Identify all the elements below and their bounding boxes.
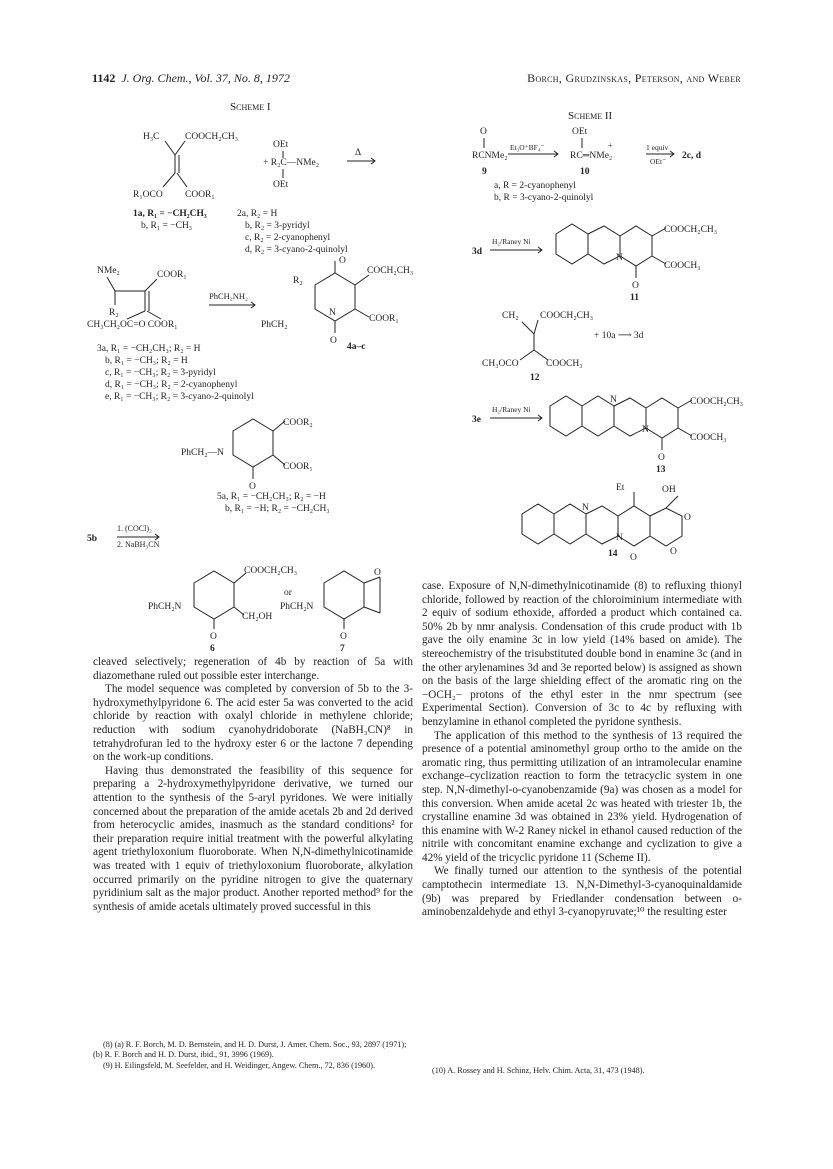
svg-text:O: O [339, 256, 346, 266]
label-11: 11 [630, 293, 639, 303]
svg-text:COOCH₂CH₃: COOCH₂CH₃ [185, 132, 239, 142]
svg-text:COOR₁: COOR₁ [157, 270, 187, 280]
compound-1-structure [163, 141, 187, 187]
svg-text:N: N [642, 425, 649, 435]
svg-text:COOCH₂CH₃: COOCH₂CH₃ [540, 311, 594, 321]
cmpd2-label-0: 2a, R₂ = H [237, 209, 278, 219]
cmpd4-label: 4a–c [347, 342, 366, 352]
scheme2-structures [470, 122, 770, 562]
page-header-authors: Borch, Grudzinskas, Peterson, and Weber [527, 71, 741, 85]
footnote-8: (8) (a) R. F. Borch, M. D. Bernstein, and H. D. Durst, J. Amer. Chem. Soc., 93, 2897 (1971); (b) R. F. Borch and H. D. Durst, ibid., 91, 3996 (1969). [93, 1040, 407, 1059]
svg-text:O: O [480, 127, 487, 137]
svg-text:+: + [608, 141, 613, 150]
label-13: 13 [656, 465, 666, 475]
cmpd3-label-0: 3a, R₁ = −CH₂CH₃; R₂ = H [97, 344, 201, 354]
scheme1-title: Scheme I [230, 101, 271, 113]
svg-text:R₁OCO: R₁OCO [133, 190, 163, 200]
page-header-left [92, 71, 290, 86]
svg-text:RCNMe₂: RCNMe₂ [472, 151, 508, 161]
label-5b: 5b [87, 534, 98, 544]
cmpd3-label-4: e, R₁ = −CH₃; R₂ = 3-cyano-2-quinolyl [105, 392, 254, 402]
reagent-5b-2: 2. NaBH₃CN [117, 540, 160, 549]
svg-text:R₂: R₂ [109, 308, 119, 318]
footnote-9: (9) H. Eilingsfeld, M. Seefelder, and H. Weidinger, Angew. Chem., 72, 836 (1960). [103, 1061, 375, 1070]
svg-text:OEt: OEt [572, 127, 588, 137]
svg-text:N: N [582, 503, 589, 513]
product-2cd: 2c, d [682, 151, 701, 161]
svg-text:O: O [630, 553, 637, 562]
svg-text:COCH₂CH₃: COCH₂CH₃ [367, 266, 414, 276]
journal-citation: J. Org. Chem., Vol. 37, No. 8, 1972 [121, 71, 290, 85]
scheme1-structures [85, 115, 425, 565]
svg-text:O: O [249, 482, 256, 492]
svg-text:CH₂OH: CH₂OH [242, 612, 273, 622]
svg-text:PhCH₂: PhCH₂ [261, 320, 288, 330]
svg-text:O: O [210, 632, 217, 642]
reagent-raney-2: H₂/Raney Ni [492, 405, 531, 414]
svg-text:COOCH₃: COOCH₃ [690, 433, 727, 443]
svg-text:N: N [616, 533, 623, 543]
footnote-10: (10) A. Rossey and H. Schinz, Helv. Chim. Acta, 31, 473 (1948). [432, 1066, 645, 1075]
svg-text:N: N [610, 395, 617, 405]
reagent-oet: OEt⁻ [650, 157, 667, 166]
page-number: 1142 [92, 71, 116, 85]
label-14: 14 [608, 549, 618, 559]
svg-text:O: O [340, 632, 347, 642]
svg-text:COOCH₃: COOCH₃ [664, 261, 701, 271]
cmpd9-label-1: b, R = 3-cyano-2-quinolyl [494, 193, 594, 203]
left-paragraph-2: The model sequence was completed by conversion of 5b to the 3-hydroxymethylpyridone 6. The acid ester 5a was converted to the acid chloride by reaction with oxalyl chloride in methylene chloride; reduction with sodium cyanohydridoborate (NaBH₃CN)⁸ in tetrahydrofuran led to the hydroxy ester 6 or the lactone 7 depending on the work-up conditions. [93, 683, 413, 764]
cmpd3-label-1: b, R₁ = −CH₃; R₂ = H [105, 356, 188, 366]
svg-text:PhCH₂N: PhCH₂N [280, 602, 314, 612]
cmpd1-label-0: 1a, R₁ = −CH₂CH₃ [133, 209, 207, 219]
reagent-raney-1: H₂/Raney Ni [492, 237, 531, 246]
cmpd2-label-3: d, R₂ = 3-cyano-2-quinolyl [245, 245, 348, 255]
scheme2-eq: + 10a ⟶ 3d [594, 331, 644, 341]
label-9: 9 [482, 167, 487, 177]
reagent-5b-1: 1. (COCl)₂ [117, 524, 152, 533]
cmpd1-label-1: b, R₁ = −CH₃ [141, 221, 193, 231]
cmpd3-label-3: d, R₁ = −CH₃; R₂ = 2-cyanophenyl [105, 380, 238, 390]
svg-text:COOR₂: COOR₂ [283, 418, 313, 428]
scheme1-delta: Δ [355, 148, 362, 158]
svg-text:PhCH₂N: PhCH₂N [148, 602, 182, 612]
svg-text:NMe₂: NMe₂ [97, 266, 120, 276]
scheme1-amine: PhCH₂NH₂ [209, 291, 248, 301]
svg-text:CH₃CH₂OC=O COOR₁: CH₃CH₂OC=O COOR₁ [87, 320, 178, 330]
svg-text:O: O [658, 453, 665, 463]
svg-text:OEt: OEt [273, 180, 289, 190]
or-text: or [284, 588, 292, 598]
svg-text:COOCH₂CH₃: COOCH₂CH₃ [664, 225, 718, 235]
svg-text:O: O [670, 547, 677, 557]
svg-text:COOCH₂CH₃: COOCH₂CH₃ [244, 566, 298, 576]
reagent-meerwein: Et₃O⁺BF₄⁻ [510, 143, 545, 152]
cmpd2-label-1: b, R₂ = 3-pyridyl [245, 221, 310, 231]
svg-text:COOCH₃: COOCH₃ [546, 359, 583, 369]
svg-text:COOCH₂CH₃: COOCH₂CH₃ [690, 397, 744, 407]
svg-text:N: N [329, 308, 336, 318]
right-paragraph-3: We finally turned our attention to the synthesis of the potential camptothecin intermediate 13. N,N-Dimethyl-3-cyanoquinaldamide (9b) was prepared by Friedlander condensation between o-aminobenzaldehyde and ethyl 3-cyanopyruvate;¹⁰ the resulting ester [422, 865, 742, 919]
cmpd3-label-2: c, R₁ = −CH₃; R₂ = 3-pyridyl [105, 368, 216, 378]
right-footnotes [422, 1066, 742, 1077]
label-3e: 3e [472, 415, 481, 425]
label-7: 7 [340, 644, 345, 654]
right-paragraph-2: The application of this method to the synthesis of 13 required the presence of a potential aminomethyl group ortho to the amide on the aromatic ring, thus permitting utilization of an intramolecular enamine exchange–cyclization reaction to form the tetracyclic system in one step. N,N-dimethyl-o-cyanobenzamide (9a) was chosen as a model for this conversion. When amide acetal 2c was heated with triester 1b, the crystalline enamine 3d was obtained in 23% yield. Hydrogenation of this enamine with W-2 Raney nickel in ethanol caused reduction of the nitrile with concomitant enamine exchange and cyclization to give a 42% yield of the tricyclic pyridone 11 (Scheme II). [422, 729, 742, 864]
svg-text:Et: Et [616, 483, 625, 493]
cmpd2-label-2: c, R₂ = 2-cyanophenyl [245, 233, 331, 243]
scheme2-title: Scheme II [568, 110, 613, 122]
right-paragraph-1: case. Exposure of N,N-dimethylnicotinamide (8) to refluxing thionyl chloride, followed by reaction of the chloroiminium intermediate with 2 equiv of sodium ethoxide, afforded a product which contained ca. 50% 2b by nmr analysis. Condensation of this crude product with 1b gave the oily enamine 3c in low yield (14% based on amide). The stereochemistry of the trisubstituted double bond in enamine 3c (and in the other arylenamines 3d and 3e reported below) is assigned as shown on the basis of the large shielding effect of the aromatic ring on the −OCH₂− protons of the ethyl ester in the nmr spectrum (see Experimental Section). Conversion of 3c to 4c by refluxing with benzylamine in ethanol completed the pyridone synthesis. [422, 580, 742, 728]
svg-text:OEt: OEt [273, 140, 289, 150]
left-column-text [93, 656, 413, 914]
svg-text:N: N [616, 253, 623, 263]
right-column-text [422, 580, 742, 920]
svg-text:PhCH₂—N: PhCH₂—N [181, 448, 224, 458]
svg-text:+ R₂C—NMe₂: + R₂C—NMe₂ [263, 158, 320, 168]
svg-text:COOR₁: COOR₁ [369, 314, 399, 324]
svg-text:H₃C: H₃C [143, 132, 160, 142]
cmpd9-label-0: a, R = 2-cyanophenyl [494, 181, 576, 191]
left-paragraph-3: Having thus demonstrated the feasibility of this sequence for preparing a 2-hydroxymethylpyridone derivative, we turned our attention to the synthesis of the 5-aryl pyridones. We were initially concerned about the preparation of the amide acetals 2b and 2d derived from heterocyclic amides, inasmuch as the standard conditions² for their preparation require initial treatment with the powerful alkylating agent triethyloxonium fluoroborate. When N,N-dimethylnicotinamide was treated with 1 equiv of triethyloxonium fluoroborate, alkylation occurred primarily on the pyridine nitrogen to give the quaternary pyridinium salt as the major product. Another reported method⁹ for the synthesis of amide acetals ultimately proved successful in this [93, 764, 413, 913]
label-12: 12 [530, 373, 540, 383]
compounds-6-7 [130, 565, 390, 655]
svg-text:COOR₁: COOR₁ [283, 462, 313, 472]
label-10: 10 [580, 167, 590, 177]
label-3d: 3d [472, 247, 483, 257]
svg-text:OH: OH [662, 485, 676, 495]
svg-text:COOR₁: COOR₁ [185, 190, 215, 200]
left-footnotes [93, 1040, 413, 1072]
svg-text:O: O [632, 281, 639, 291]
svg-text:CH₃OCO: CH₃OCO [482, 359, 519, 369]
svg-text:O: O [330, 336, 337, 346]
svg-text:O: O [684, 513, 691, 523]
left-paragraph-1: cleaved selectively; regeneration of 4b by reaction of 5a with diazomethane ruled out possible ester interchange. [93, 656, 413, 682]
cmpd5-label-0: 5a, R₁ = −CH₂CH₃; R₂ = −H [217, 492, 326, 502]
label-6: 6 [210, 644, 215, 654]
svg-text:RC═NMe₂: RC═NMe₂ [570, 151, 613, 161]
reagent-equiv: 1 equiv [646, 143, 669, 152]
svg-text:CH₂: CH₂ [502, 311, 519, 321]
cmpd5-label-1: b, R₁ = −H; R₂ = −CH₂CH₃ [225, 504, 330, 514]
svg-text:O: O [374, 568, 381, 578]
svg-text:R₂: R₂ [293, 276, 303, 286]
